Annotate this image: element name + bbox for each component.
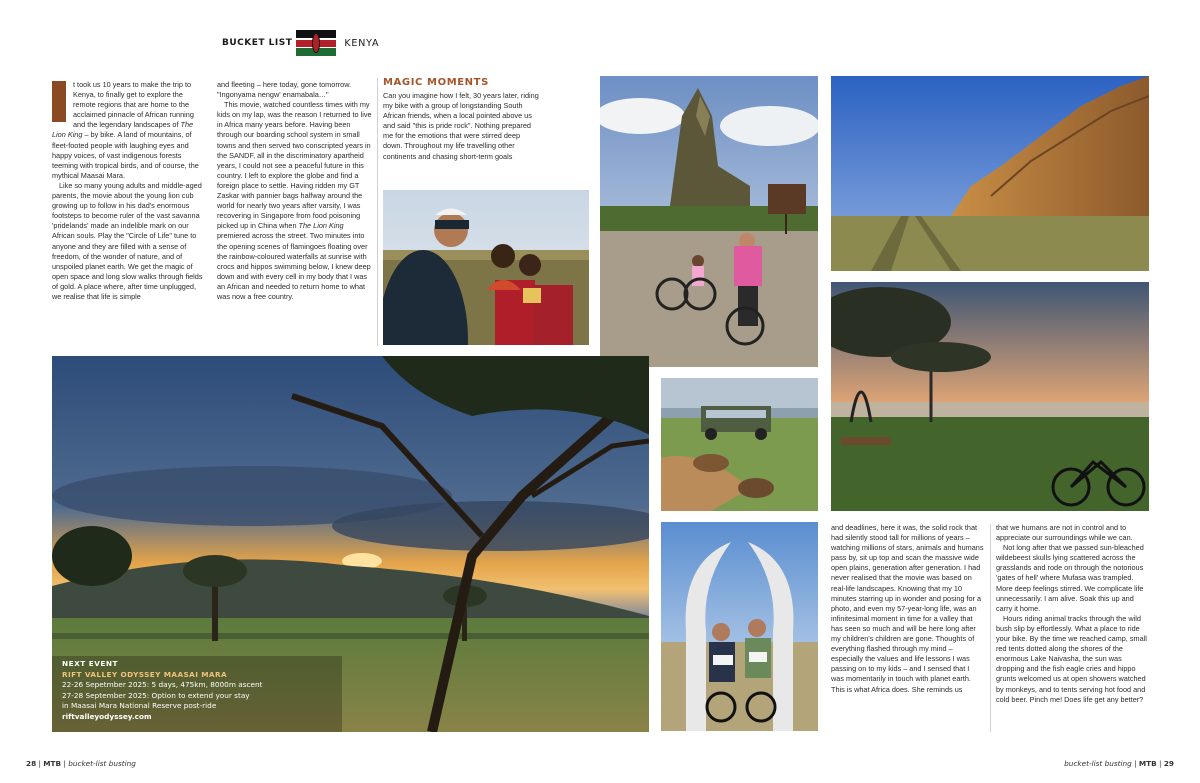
col1-paragraph-2: Like so many young adults and middle-aged parents, the movie about the young lion cub growing up to follow in his dad's enormous footsteps to become ruler of the vast savanna 'pridelands' made an indelible mark on our African souls. Play the "Circle of Life" tune to anyone and they are filled with a sense of freedom, of the wonder of nature, and of unspoiled planet earth. We get the magic of open space and long slow walks through fields of gold. A place where, after time unplugged, we realise that life is simple	[52, 180, 203, 301]
selfie-with-maasai-photo	[383, 190, 589, 345]
event-website-link[interactable]: riftvalleyodyssey.com	[62, 711, 152, 721]
col5-paragraph-3: Hours riding animal tracks through the wild bush slip by effortlessly. What a place to ride your bike. By the time we reached camp, small red tents dotted along the shores of the enormous Lake Naivasha, the sun was dropping and the fish eagle cries and hippo grunts welcomed us at open showers watched by monkeys, and to tents serving hot food and cold beer. Pinch me! Does life get any better?	[996, 613, 1147, 704]
lions-safari-photo	[661, 378, 818, 511]
lake-naivasha-camp-photo	[831, 282, 1149, 511]
event-dates-line-2: 27-28 September 2025: Option to extend your stay	[62, 690, 250, 700]
article-column-4	[831, 523, 984, 695]
page-number-right: 29	[1163, 759, 1174, 768]
col2-text-a: This movie, watched countless times with my kids on my lap, was the reason I returned to live in Africa many years before. Having been through our boarding school system in small towns and then served two conscripted years in the SANDF, all in the discriminatory apartheid years, I could not see a peaceful future in this country. I left to explore the globe and find a foreign place to settle. Having ridden my GT Zaskar with pannier bags halfway around the world for nearly two years after varsity, I was recovering in Singapore from food poisoning picked up in China when	[217, 100, 372, 231]
col2-paragraph-1: and fleeting – here today, gone tomorrow. "Ingonyama nengw' enamabala…"	[217, 80, 352, 100]
magazine-name: MTB	[43, 759, 62, 768]
col5-paragraph-2: Not long after that we passed sun-bleached wildebeest skulls lying scattered across the grasslands and rode on through the notorious 'gates of hell' where Mufasa was trampled. More deep feelings stirred. We complicate life unnecessarily. I am alive. Soak this up and carry it home.	[996, 543, 1144, 613]
event-dates-line-3: in Maasai Mara National Reserve post-ride	[62, 701, 217, 711]
footer-section: bucket-list busting	[1064, 759, 1132, 768]
magic-moments-heading: MAGIC MOMENTS	[383, 77, 489, 88]
article-column-1	[52, 80, 207, 302]
col1-text-b: – by bike. A land of mountains, of fleet-footed people with laughing eyes and happy voices, of vast indigenous forests teeming with tropical birds, and of course, the mythical Maasai Mara.	[52, 130, 199, 180]
article-column-2	[217, 80, 372, 302]
pride-rock-photo	[600, 76, 818, 367]
film-title: The Lion King	[52, 120, 194, 140]
next-event-caption	[62, 659, 263, 723]
film-title: The Lion King	[298, 221, 344, 231]
kenya-flag-icon	[296, 30, 336, 56]
hells-gate-cliffs-photo	[831, 76, 1149, 271]
section-header	[222, 30, 379, 56]
column-divider	[377, 78, 378, 346]
column-divider	[990, 524, 991, 732]
section-label: BUCKET LIST	[222, 38, 293, 48]
col1-text-a: t took us 10 years to make the trip to Kenya, to finally get to explore the remote regions that are home to the acclaimed pinnacle of African running and the legendary landscapes of	[73, 80, 194, 130]
event-dates-line-1: 22-26 Sepetmber 2025: 5 days, 475km, 8000m ascent	[62, 680, 263, 690]
drop-cap	[52, 81, 66, 122]
page-number-left: 28	[26, 759, 37, 768]
col2-text-b: premiered across the street. Two minutes into the opening scenes of flamingoes floating over the rainbow-coloured waterfalls at sunrise with crocs and hippos swimming below, I knew deep down and with every cell in my body that I was an African and needed to return home to what was now a free country.	[217, 231, 371, 301]
tusks-arch-riders-photo	[661, 522, 818, 731]
location-label: KENYA	[344, 37, 380, 49]
footer-right: bucket-list busting | MTB | 29	[1064, 759, 1174, 768]
article-column-3	[383, 91, 541, 162]
footer-left: 28 | MTB | bucket-list busting	[26, 759, 136, 768]
col3-paragraph-1: Can you imagine how I felt, 30 years later, riding my bike with a group of longstanding South African friends, when a local pointed above us and said "this is pride rock". Nothing prepared me for the emotions that were stirred deep down. Throughout my life travelling other continents and chasing short-term goals	[383, 91, 539, 161]
article-column-5	[996, 523, 1150, 705]
event-title: RIFT VALLEY ODYSSEY MAASAI MARA	[62, 669, 228, 679]
footer-section: bucket-list busting	[68, 759, 136, 768]
magazine-name: MTB	[1138, 759, 1157, 768]
col4-paragraph-1: and deadlines, here it was, the solid rock that had silently stood tall for millions of years – watching millions of stars, animals and humans pass by, sit up top and scan the massive wide open plains, generation after generation. I had never realised that the movie was based on real-life landscapes. Knowing that my 10 minutes starring up in wonder and posing for a photo, and even my 57-year-long life, was an infinitesimal moment in time for a valley that has seen so much and will be here long after my children's children are gone. Thoughts of everything flashed through my mind – especially the values and life lessons I was passing on to my kids – and I sensed that I was momentarily in touch with planet earth. This is what Africa does. She reminds us	[831, 523, 984, 694]
col5-paragraph-1: that we humans are not in control and to appreciate our surroundings while we can.	[996, 523, 1133, 543]
next-event-label: NEXT EVENT	[62, 659, 118, 668]
